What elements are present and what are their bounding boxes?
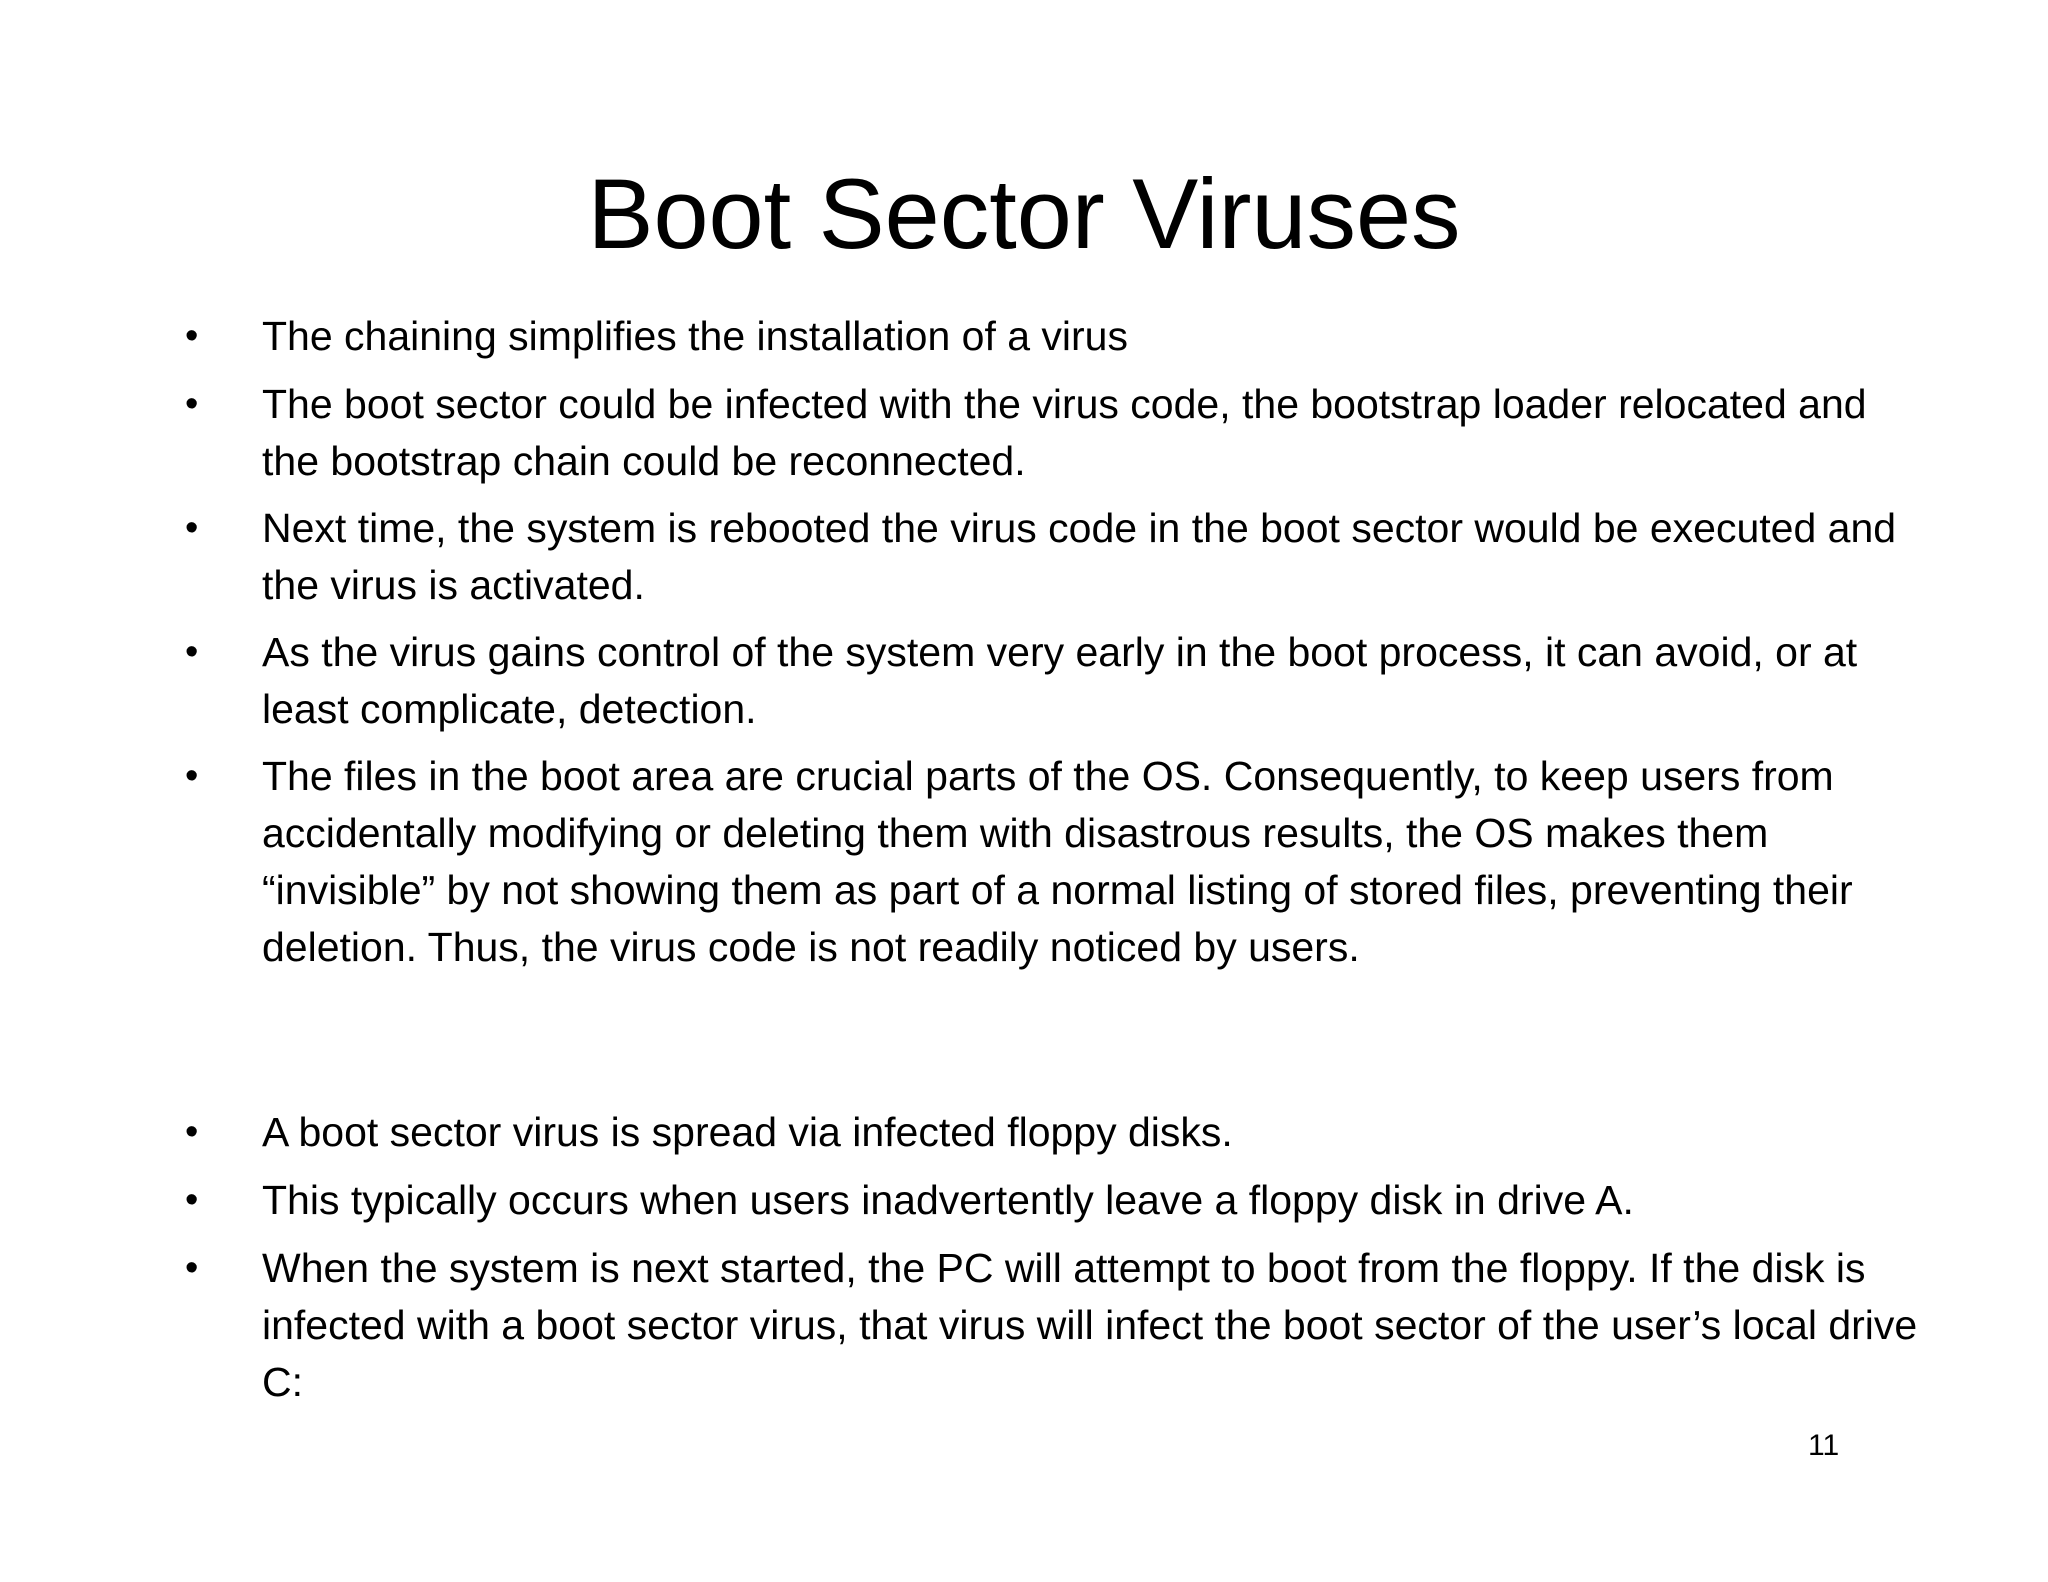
bullet-icon: • [185,631,199,673]
bullet-text: When the system is next started, the PC will attempt to boot from the floppy. If the disk is infected with a boot sector virus, that virus will infect the boot sector of the user’s local drive C: [262,1245,1918,1405]
bullet-text: The boot sector could be infected with the virus code, the bootstrap loader relocated and the bootstrap chain could be reconnected. [262,381,1867,484]
bullet-icon: • [185,315,199,357]
bullet-icon: • [185,1247,199,1289]
bullet-item [185,308,1922,365]
bullet-item [185,748,1922,976]
bullet-text: As the virus gains control of the system very early in the boot process, it can avoid, or at least complicate, detection. [262,629,1858,732]
bullet-text: Next time, the system is rebooted the virus code in the boot sector would be executed and the virus is activated. [262,505,1897,608]
slide-title: Boot Sector Viruses [587,158,1461,269]
bullet-icon: • [185,383,199,425]
bullet-icon: • [185,507,199,549]
bullet-icon: • [185,755,199,797]
bullet-item [185,1104,1922,1161]
bullet-item [185,500,1922,614]
bullet-item [185,376,1922,490]
bullet-text: This typically occurs when users inadvertently leave a floppy disk in drive A. [262,1177,1634,1223]
bullet-item [185,624,1922,738]
bullet-icon: • [185,1179,199,1221]
bullet-text: A boot sector virus is spread via infected floppy disks. [262,1109,1233,1155]
bullet-icon: • [185,1111,199,1153]
bullet-item [185,1240,1922,1411]
page-number: 11 [1808,1429,1840,1462]
bullet-item [185,1172,1922,1229]
bullet-text: The files in the boot area are crucial parts of the OS. Consequently, to keep users from accidentally modifying or deleting them with disastrous results, the OS makes them “invisible” by not showing them as part of a normal listing of stored files, preventing their deletion. Thus, the virus code is not readily noticed by users. [262,753,1853,970]
bullet-text: The chaining simplifies the installation of a virus [262,313,1128,359]
